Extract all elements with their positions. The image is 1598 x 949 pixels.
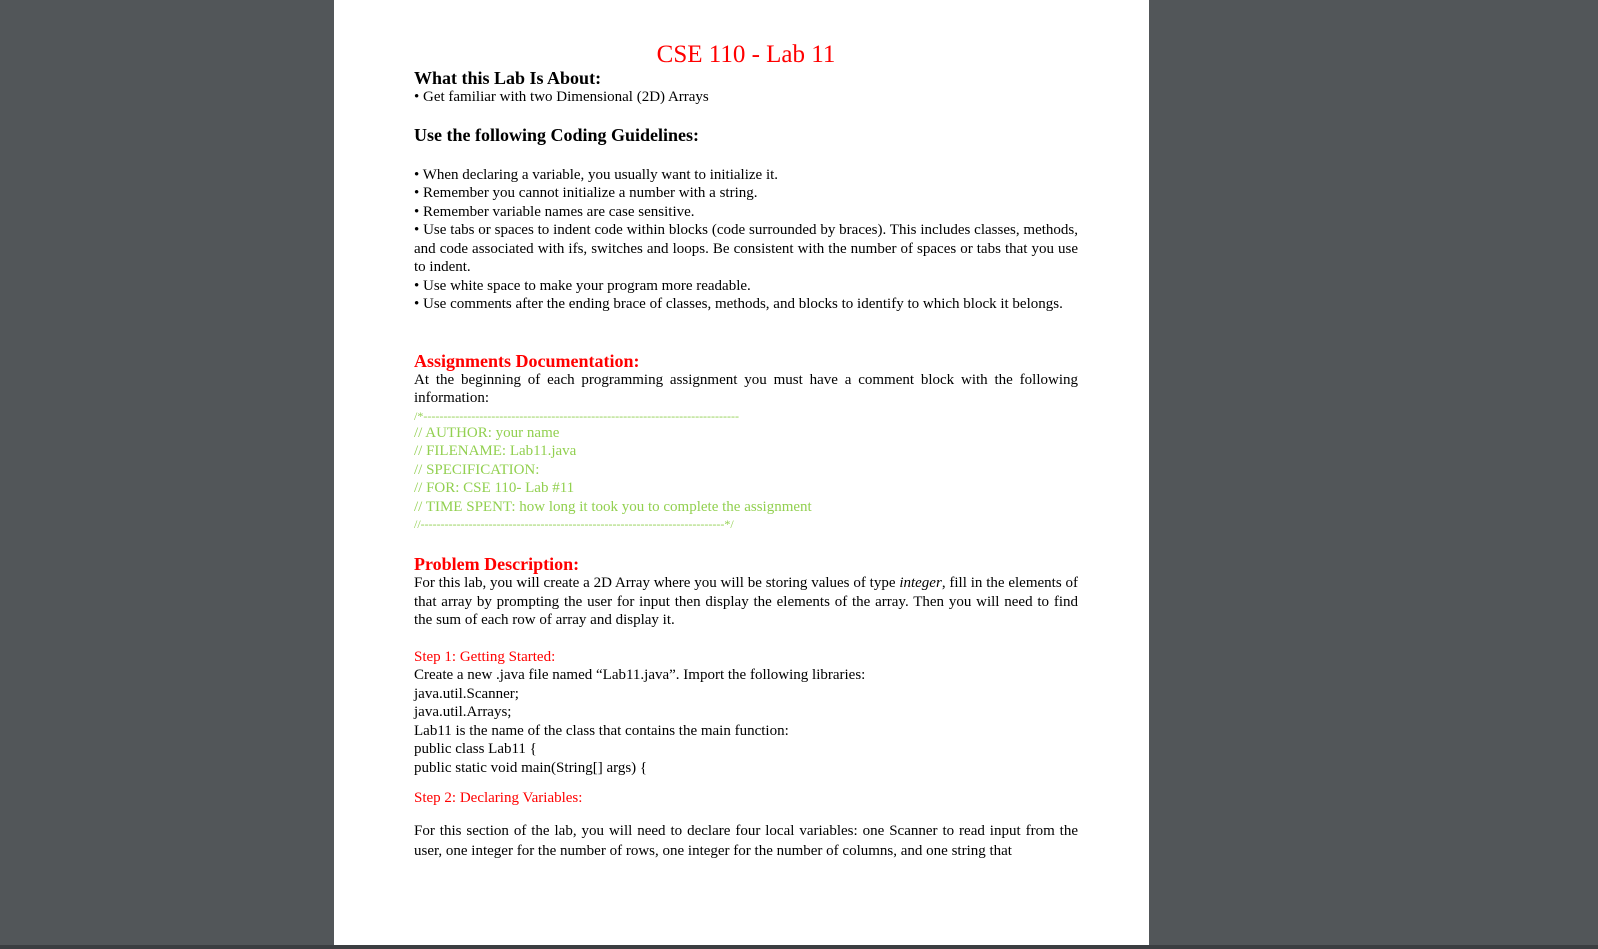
problem-text-before: For this lab, you will create a 2D Array where you will be storing values of type xyxy=(414,575,900,591)
step2-heading: Step 2: Declaring Variables: xyxy=(414,790,583,806)
page-content xyxy=(414,40,1078,861)
step1-heading: Step 1: Getting Started: xyxy=(414,648,556,665)
code-line: // AUTHOR: your name xyxy=(414,424,560,441)
list-item: • Use comments after the ending brace of classes, methods, and blocks to identify to which block it belongs. xyxy=(414,296,1063,312)
code-line: /*------------------------------------------------------------------------------- xyxy=(414,408,740,423)
list-item: • Remember variable names are case sensitive. xyxy=(414,203,695,220)
step1-line: Create a new .java file named “Lab11.java”. Import the following libraries: xyxy=(414,667,866,683)
code-line: // FOR: CSE 110- Lab #11 xyxy=(414,480,575,496)
document-page xyxy=(334,0,1149,945)
guidelines-heading: Use the following Coding Guidelines: xyxy=(414,124,700,145)
code-line: //----------------------------------------------------------------------------*/ xyxy=(414,517,734,531)
step2-text: For this section of the lab, you will need to declare four local variables: one Scanner to read input from the user, one integer for the number of rows, one integer for the number of columns, and one string that xyxy=(414,822,1078,859)
list-item: • Remember you cannot initialize a number with a string. xyxy=(414,185,758,201)
step1-line: java.util.Scanner; xyxy=(414,685,519,702)
step1-line: public class Lab11 { xyxy=(414,741,537,757)
code-line: // SPECIFICATION: xyxy=(414,461,540,478)
step1-line: public static void main(String[] args) { xyxy=(414,759,648,776)
viewer-bottom-edge xyxy=(0,945,1598,949)
about-heading: What this Lab Is About: xyxy=(414,68,602,88)
list-item: • Use tabs or spaces to indent code within blocks (code surrounded by braces). This includes classes, methods, and code associated with ifs, switches and loops. Be consistent with the number of spaces or tabs that you use to indent. xyxy=(414,222,1078,275)
guidelines-list xyxy=(414,166,1078,314)
documentation-intro: At the beginning of each programming assignment you must have a comment block with the following information: xyxy=(414,371,1078,406)
step1-line: java.util.Arrays; xyxy=(414,704,512,720)
step1-line: Lab11 is the name of the class that contains the main function: xyxy=(414,722,789,739)
documentation-heading: Assignments Documentation: xyxy=(414,350,640,371)
list-item: • Use white space to make your program more readable. xyxy=(414,277,751,294)
problem-text xyxy=(414,574,1078,630)
code-line: // TIME SPENT: how long it took you to complete the assignment xyxy=(414,498,812,515)
problem-heading: Problem Description: xyxy=(414,554,580,574)
comment-block xyxy=(414,408,1078,533)
list-item: • When declaring a variable, you usually want to initialize it. xyxy=(414,166,779,183)
code-line: // FILENAME: Lab11.java xyxy=(414,443,577,459)
problem-text-italic: integer xyxy=(899,575,942,591)
problem-text-after: , fill in the elements of that array by prompting the user for input then display the elements of the array. Then you will need to find the sum of each row of array and display it. xyxy=(414,575,1078,628)
document-title: CSE 110 - Lab 11 xyxy=(656,41,836,68)
about-bullet: • Get familiar with two Dimensional (2D) Arrays xyxy=(414,89,709,105)
